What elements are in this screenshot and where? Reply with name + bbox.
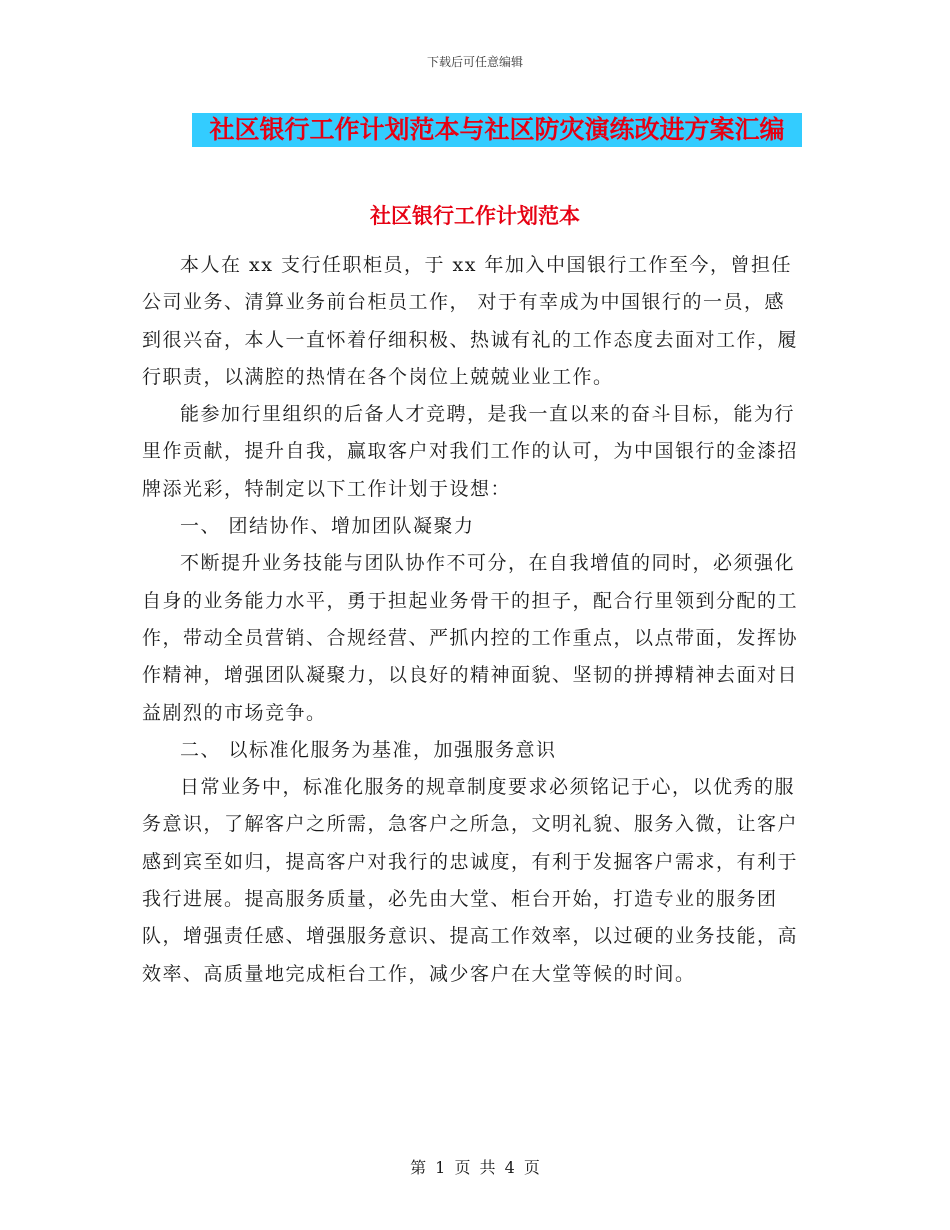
- section-heading: 二、 以标准化服务为基准，加强服务意识: [180, 738, 557, 761]
- paragraph: 本人在 xx 支行任职柜员，于 xx 年加入中国银行工作至今，曾担任公司业务、清算业务前台柜员工作， 对于有幸成为中国银行的一员，感到很兴奋，本人一直怀着仔细积极、热诚有礼的工作态度去面对工作，履行职责，以满腔的热情在各个岗位上兢兢业业工作。: [142, 254, 799, 388]
- section-title: 社区银行工作计划范本: [370, 203, 580, 228]
- page-footer: 第 1 页 共 4 页: [410, 1158, 540, 1177]
- header-note: 下载后可任意编辑: [426, 55, 523, 69]
- paragraph: 不断提升业务技能与团队协作不可分，在自我增值的同时，必须强化自身的业务能力水平，勇于担起业务骨干的担子，配合行里领到分配的工作，带动全员营销、合规经营、严抓内控的工作重点，以点带面，发挥协作精神，增强团队凝聚力，以良好的精神面貌、坚韧的拼搏精神去面对日益剧烈的市场竞争。: [142, 552, 799, 724]
- paragraph: 日常业务中，标准化服务的规章制度要求必须铭记于心，以优秀的服务意识，了解客户之所需，急客户之所急，文明礼貌、服务入微，让客户感到宾至如归，提高客户对我行的忠诚度，有利于发掘客户需求，有利于我行进展。提高服务质量，必先由大堂、柜台开始，打造专业的服务团队，增强责任感、增强服务意识、提高工作效率，以过硬的业务技能，高效率、高质量地完成柜台工作，减少客户在大堂等候的时间。: [142, 776, 799, 985]
- body-text: [142, 247, 804, 993]
- main-title: 社区银行工作计划范本与社区防灾演练改进方案汇编: [192, 113, 802, 147]
- section-heading: 一、 团结协作、增加团队凝聚力: [180, 515, 475, 538]
- paragraph: 能参加行里组织的后备人才竞聘，是我一直以来的奋斗目标，能为行里作贡献，提升自我，赢取客户对我们工作的认可，为中国银行的金漆招牌添光彩，特制定以下工作计划于设想：: [142, 403, 799, 500]
